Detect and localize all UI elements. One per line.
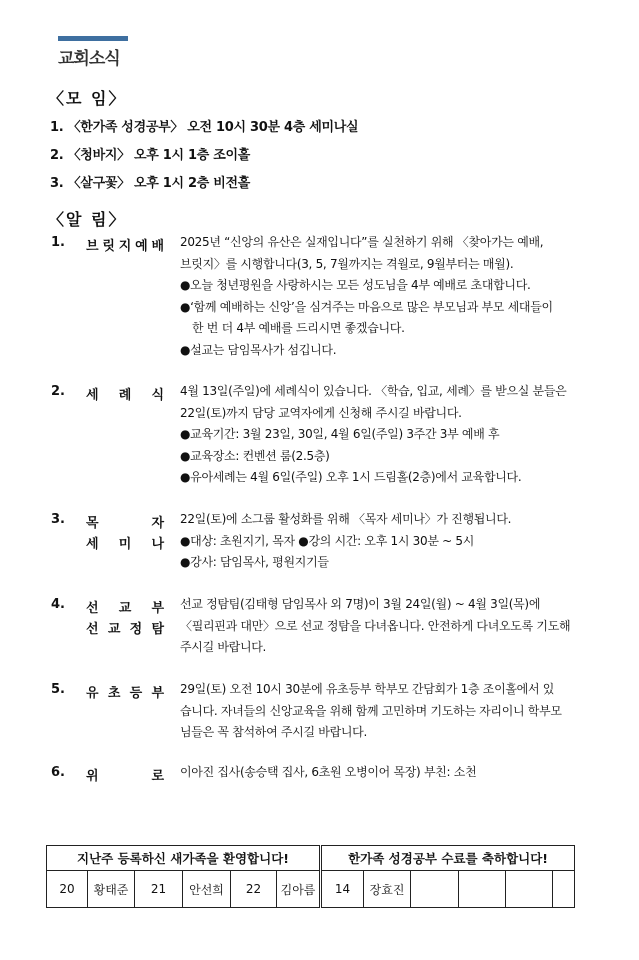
new-family-number: 22: [231, 871, 277, 908]
notice-label-char: 브: [86, 239, 99, 254]
notice-line: 22일(토)에 소그룹 활성화를 위해 〈목자 세미나〉가 진행됩니다.: [180, 512, 512, 526]
notice-label-char: 목: [86, 516, 99, 531]
notice-line: 선교 정탐팀(김태형 담임목사 외 7명)이 3월 24일(월) ~ 4월 3일(목)에: [180, 597, 541, 611]
notice-label-char: 미: [118, 537, 132, 552]
notice-label-char: 지: [118, 239, 132, 254]
notice-2-body: [180, 381, 600, 489]
meetings-heading: 〈모 임〉: [48, 89, 127, 108]
notice-line: ●대상: 초원지기, 목자 ●강의 시간: 오후 1시 30분 ~ 5시: [180, 533, 475, 548]
notice-4-label-bottom: [86, 618, 164, 637]
graduate-cell-empty: [411, 871, 459, 908]
notice-line: 22일(토)까지 담당 교역자에게 신청해 주시길 바랍니다.: [180, 405, 462, 420]
notice-label-char: 선: [86, 622, 99, 637]
notice-2-number: 2.: [51, 384, 65, 399]
page-title-text: 교회소식: [58, 49, 120, 69]
notice-line: ●설교는 담임목사가 섬깁니다.: [180, 342, 337, 357]
meeting-item-2: 2. 〈청바지〉 오후 1시 1층 조이홀: [50, 148, 250, 163]
notice-label-char: 초: [107, 686, 121, 701]
notice-line: 4월 13일(주일)에 세례식이 있습니다. 〈학습, 입교, 세례〉를 받으실 분들은: [180, 384, 567, 398]
title-bar: [58, 36, 128, 41]
notices-heading: 〈알 림〉: [48, 210, 127, 229]
notice-label-char: 예: [135, 239, 148, 254]
notice-4-body: [180, 594, 600, 659]
meeting-item-3: 3. 〈살구꽃〉 오후 1시 2층 비전홀: [50, 176, 250, 191]
notice-label-char: 등: [129, 686, 143, 701]
notice-6-number: 6.: [51, 765, 65, 780]
notice-1-label: [86, 235, 164, 254]
notice-label-char: 세: [86, 388, 99, 403]
notice-line: ●강사: 담임목사, 평원지기들: [180, 555, 329, 569]
notice-label-char: 세: [86, 537, 99, 552]
notice-line: ●유아세례는 4월 6일(주일) 오후 1시 드림홀(2층)에서 교육합니다.: [180, 470, 522, 484]
notice-line: 〈필리핀과 대만〉으로 선교 정탐을 다녀옵니다. 안전하게 다녀오도록 기도해: [180, 618, 571, 633]
notice-label-char: 교: [118, 601, 132, 616]
notice-line: 님들은 꼭 참석하여 주시길 바랍니다.: [180, 725, 367, 739]
notice-3-label-bottom: [86, 533, 164, 552]
graduate-cell-empty: [506, 871, 553, 908]
notice-5-label: [86, 682, 164, 701]
notice-line: 이아진 집사(송승택 집사, 6초원 오병이어 목장) 부친: 소천: [180, 765, 477, 779]
notice-label-char: 선: [86, 601, 99, 616]
notice-6-body: [180, 762, 600, 784]
notice-5-body: [180, 679, 600, 744]
new-family-number: 20: [47, 871, 88, 908]
meeting-item-1: 1. 〈한가족 성경공부〉 오전 10시 30분 4층 세미나실: [50, 120, 359, 135]
graduation-header: 한가족 성경공부 수료를 축하합니다!: [321, 846, 575, 871]
notice-label-char: 례: [118, 388, 132, 403]
notice-6-label: [86, 765, 164, 784]
notice-3-label-top: [86, 512, 164, 531]
graduate-cell-empty: [459, 871, 506, 908]
notice-label-char: 정: [129, 622, 143, 637]
new-family-name: 황태준: [88, 871, 135, 908]
notice-2-label: [86, 384, 164, 403]
notice-line: 29일(토) 오전 10시 30분에 유초등부 학부모 간담회가 1층 조이홀에서 있: [180, 682, 555, 696]
notice-1-number: 1.: [51, 235, 65, 250]
notice-label-char: 탐: [151, 622, 164, 637]
registration-table: [46, 845, 575, 908]
notice-line: 주시길 바랍니다.: [180, 640, 267, 654]
notice-label-char: 식: [151, 388, 164, 403]
notice-4-number: 4.: [51, 597, 65, 612]
notice-label-char: 릿: [102, 239, 115, 254]
notice-line: ●교육기간: 3월 23일, 30일, 4월 6일(주일) 3주간 3부 예배 후: [180, 427, 500, 441]
notice-label-char: 부: [151, 601, 164, 616]
page-title: [58, 36, 128, 69]
notice-line: ●‘함께 예배하는 신앙’을 심겨주는 마음으로 많은 부모님과 부모 세대들이: [180, 299, 553, 314]
new-family-name: 안선희: [183, 871, 231, 908]
notice-line: 2025년 “신앙의 유산은 실재입니다”를 실천하기 위해 〈찾아가는 예배,: [180, 235, 544, 249]
notice-label-char: 배: [151, 239, 164, 254]
notice-line: ●오늘 청년평원을 사랑하시는 모든 성도님을 4부 예배로 초대합니다.: [180, 278, 531, 292]
notice-label-char: 유: [86, 686, 99, 701]
notice-1-body: [180, 232, 600, 361]
notice-line: 한 번 더 4부 예배를 드리시면 좋겠습니다.: [192, 321, 405, 335]
notice-line: 습니다. 자녀들의 신앙교육을 위해 함께 고민하며 기도하는 자리이니 학부모: [180, 703, 562, 718]
notice-3-number: 3.: [51, 512, 65, 527]
notice-label-char: 위: [86, 769, 99, 784]
notice-label-char: 자: [151, 516, 164, 531]
notice-label-char: 나: [151, 537, 164, 552]
notice-label-char: 부: [151, 686, 164, 701]
new-family-name: 김아름: [277, 871, 321, 908]
notice-5-number: 5.: [51, 682, 65, 697]
graduate-name: 장효진: [364, 871, 411, 908]
notice-3-body: [180, 509, 600, 574]
new-family-header: 지난주 등록하신 새가족을 환영합니다!: [47, 846, 321, 871]
notice-4-label-top: [86, 597, 164, 616]
graduate-cell-empty: [553, 871, 575, 908]
graduate-number: 14: [321, 871, 364, 908]
new-family-number: 21: [135, 871, 183, 908]
notice-label-char: 로: [151, 769, 164, 784]
notice-label-char: 교: [107, 622, 121, 637]
notice-line: 브릿지〉를 시행합니다(3, 5, 7월까지는 격월로, 9월부터는 매월).: [180, 256, 514, 271]
notice-line: ●교육장소: 컨벤션 룸(2.5층): [180, 448, 330, 463]
